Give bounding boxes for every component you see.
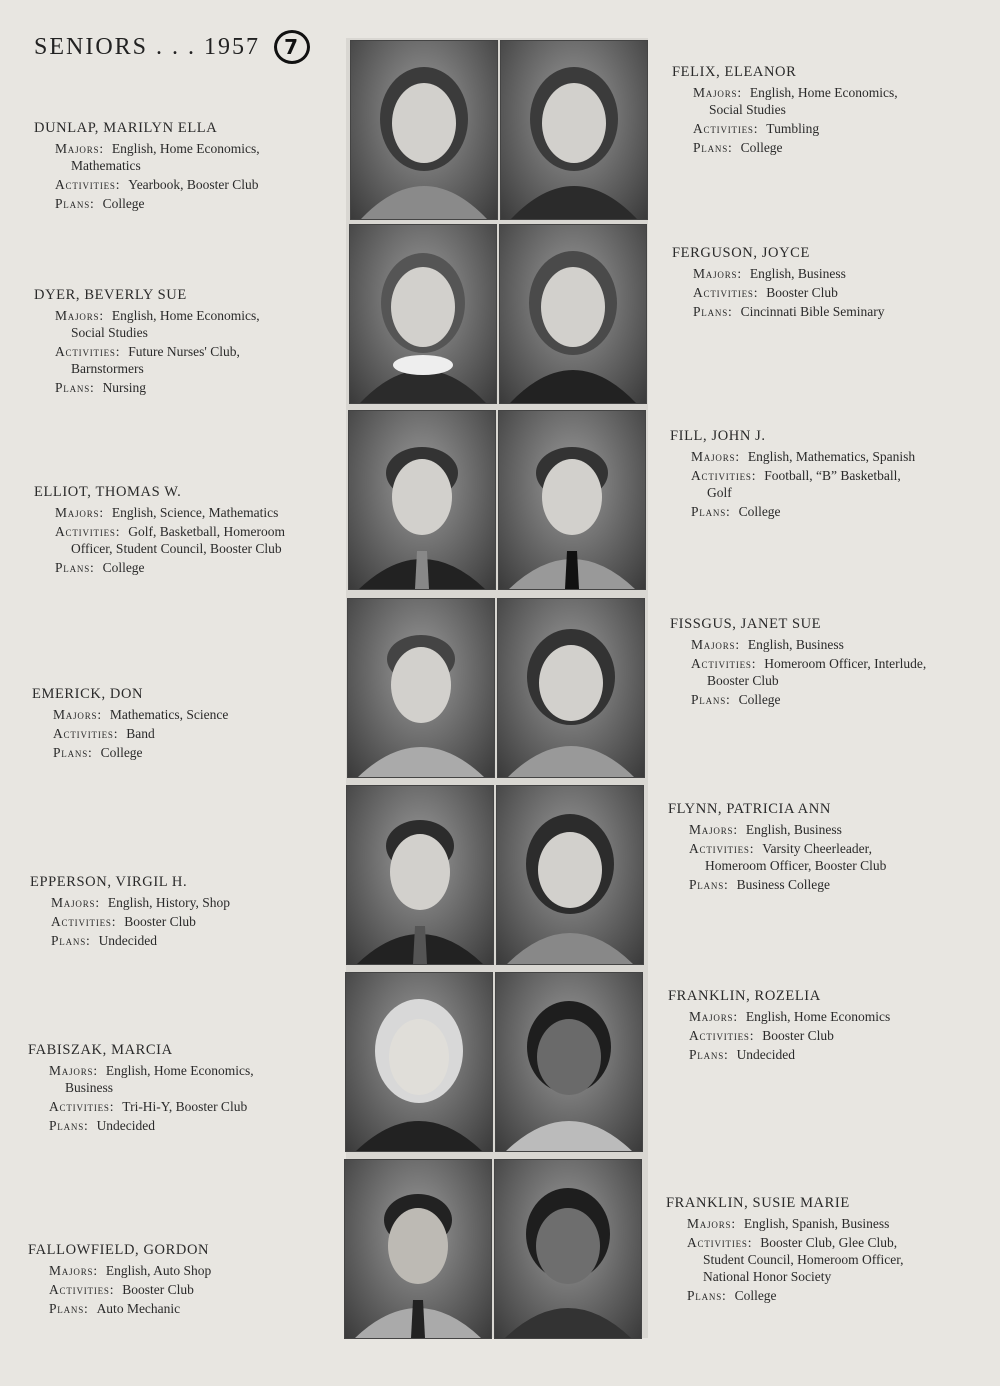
- majors-value: English, Home Economics,: [105, 1063, 254, 1078]
- activities-value-cont: Homeroom Officer, Booster Club: [705, 858, 887, 873]
- majors-label: Majors:: [689, 822, 738, 837]
- portrait-photo: [347, 598, 495, 778]
- majors-value-cont: Social Studies: [709, 102, 786, 117]
- left-entry-5: [30, 874, 230, 951]
- plans-label: Plans:: [687, 1288, 727, 1303]
- student-name: FABISZAK, MARCIA: [28, 1042, 173, 1058]
- majors-value: Mathematics, Science: [109, 707, 229, 722]
- left-entry-2: [34, 287, 260, 398]
- right-entry-7: [666, 1195, 904, 1306]
- activities-value: Booster Club: [766, 285, 838, 300]
- majors-value: English, Home Economics,: [111, 141, 260, 156]
- page-title-text: SENIORS . . . 1957: [34, 33, 261, 60]
- plans-value: Undecided: [736, 1047, 796, 1062]
- majors-value-cont: Business: [65, 1080, 114, 1095]
- activities-label: Activities:: [691, 468, 757, 483]
- majors-value: English, Science, Mathematics: [111, 505, 279, 520]
- left-entry-6: [28, 1042, 254, 1136]
- student-name: DYER, BEVERLY SUE: [34, 287, 187, 303]
- activities-label: Activities:: [691, 656, 757, 671]
- activities-label: Activities:: [49, 1282, 115, 1297]
- portrait-photo: [494, 1159, 642, 1339]
- student-name: EMERICK, DON: [32, 686, 144, 702]
- activities-value: Band: [126, 726, 155, 741]
- majors-value: English, History, Shop: [107, 895, 231, 910]
- activities-label: Activities:: [689, 1028, 755, 1043]
- portrait-photo: [349, 224, 497, 404]
- activities-label: Activities:: [687, 1235, 753, 1250]
- activities-value: Golf, Basketball, Homeroom: [128, 524, 286, 539]
- activities-value: Yearbook, Booster Club: [128, 177, 259, 192]
- plans-value: Cincinnati Bible Seminary: [740, 304, 885, 319]
- right-entry-4: [670, 616, 926, 710]
- student-name: FISSGUS, JANET SUE: [670, 616, 822, 632]
- activities-label: Activities:: [693, 121, 759, 136]
- student-name: FELIX, ELEANOR: [672, 64, 797, 80]
- portrait-photo: [499, 224, 647, 404]
- activities-value: Homeroom Officer, Interlude,: [764, 656, 927, 671]
- portrait-photo: [345, 972, 493, 1152]
- plans-label: Plans:: [55, 380, 95, 395]
- plans-value: Nursing: [102, 380, 147, 395]
- activities-value-cont: Student Council, Homeroom Officer,: [703, 1252, 904, 1267]
- majors-value: English, Business: [745, 822, 842, 837]
- right-entry-5: [668, 801, 886, 895]
- activities-label: Activities:: [53, 726, 119, 741]
- portrait-photo: [350, 40, 498, 220]
- student-name: FERGUSON, JOYCE: [672, 245, 810, 261]
- activities-value-cont: Barnstormers: [71, 361, 144, 376]
- plans-label: Plans:: [53, 745, 93, 760]
- portrait-photo: [497, 598, 645, 778]
- activities-label: Activities:: [55, 177, 121, 192]
- activities-label: Activities:: [689, 841, 755, 856]
- plans-label: Plans:: [55, 560, 95, 575]
- activities-value-cont: National Honor Society: [703, 1269, 832, 1284]
- student-name: FRANKLIN, ROZELIA: [668, 988, 821, 1004]
- majors-label: Majors:: [49, 1063, 98, 1078]
- left-entry-7: [28, 1242, 211, 1319]
- majors-label: Majors:: [691, 449, 740, 464]
- left-entry-4: [32, 686, 228, 763]
- portrait-photo: [498, 410, 646, 590]
- activities-label: Activities:: [55, 344, 121, 359]
- plans-label: Plans:: [49, 1118, 89, 1133]
- activities-value: Varsity Cheerleader,: [762, 841, 872, 856]
- plans-label: Plans:: [693, 304, 733, 319]
- plans-value: College: [740, 140, 783, 155]
- plans-label: Plans:: [691, 692, 731, 707]
- activities-label: Activities:: [49, 1099, 115, 1114]
- plans-value: College: [102, 560, 145, 575]
- activities-value: Booster Club: [762, 1028, 834, 1043]
- activities-value: Future Nurses' Club,: [128, 344, 240, 359]
- activities-value: Tri-Hi-Y, Booster Club: [122, 1099, 248, 1114]
- activities-value: Booster Club, Glee Club,: [760, 1235, 898, 1250]
- plans-label: Plans:: [49, 1301, 89, 1316]
- portrait-photo: [344, 1159, 492, 1339]
- majors-value: English, Auto Shop: [105, 1263, 212, 1278]
- activities-value: Tumbling: [766, 121, 820, 136]
- plans-value: Undecided: [98, 933, 158, 948]
- right-entry-6: [668, 988, 890, 1065]
- plans-value: College: [102, 196, 145, 211]
- majors-value-cont: Mathematics: [71, 158, 141, 173]
- majors-label: Majors:: [53, 707, 102, 722]
- student-name: FALLOWFIELD, GORDON: [28, 1242, 210, 1258]
- right-entry-3: [670, 428, 915, 522]
- plans-value: Business College: [736, 877, 830, 892]
- activities-value-cont: Golf: [707, 485, 732, 500]
- student-name: FLYNN, PATRICIA ANN: [668, 801, 831, 817]
- activities-value: Football, “B” Basketball,: [764, 468, 901, 483]
- majors-value: English, Business: [749, 266, 846, 281]
- right-entry-2: [672, 245, 885, 322]
- majors-value: English, Home Economics,: [749, 85, 898, 100]
- activities-label: Activities:: [693, 285, 759, 300]
- majors-label: Majors:: [55, 308, 104, 323]
- activities-value: Booster Club: [124, 914, 196, 929]
- plans-label: Plans:: [55, 196, 95, 211]
- plans-value: College: [734, 1288, 777, 1303]
- majors-label: Majors:: [55, 141, 104, 156]
- majors-value: English, Business: [747, 637, 844, 652]
- activities-label: Activities:: [55, 524, 121, 539]
- majors-label: Majors:: [693, 266, 742, 281]
- activities-value-cont: Officer, Student Council, Booster Club: [71, 541, 282, 556]
- plans-label: Plans:: [51, 933, 91, 948]
- majors-label: Majors:: [687, 1216, 736, 1231]
- plans-value: College: [100, 745, 143, 760]
- plans-label: Plans:: [693, 140, 733, 155]
- portrait-photo: [500, 40, 648, 220]
- activities-label: Activities:: [51, 914, 117, 929]
- majors-label: Majors:: [55, 505, 104, 520]
- student-name: ELLIOT, THOMAS W.: [34, 484, 182, 500]
- student-name: EPPERSON, VIRGIL H.: [30, 874, 188, 890]
- left-entry-3: [34, 484, 285, 578]
- plans-label: Plans:: [689, 877, 729, 892]
- plans-value: Undecided: [96, 1118, 156, 1133]
- student-name: FILL, JOHN J.: [670, 428, 766, 444]
- majors-value: English, Home Economics: [745, 1009, 891, 1024]
- plans-value: College: [738, 504, 781, 519]
- majors-label: Majors:: [691, 637, 740, 652]
- portrait-photo: [346, 785, 494, 965]
- portrait-photo: [495, 972, 643, 1152]
- majors-value: English, Home Economics,: [111, 308, 260, 323]
- majors-label: Majors:: [693, 85, 742, 100]
- majors-value-cont: Social Studies: [71, 325, 148, 340]
- majors-label: Majors:: [49, 1263, 98, 1278]
- student-name: DUNLAP, MARILYN ELLA: [34, 120, 218, 136]
- activities-value-cont: Booster Club: [707, 673, 779, 688]
- plans-label: Plans:: [691, 504, 731, 519]
- portrait-photo: [496, 785, 644, 965]
- left-entry-1: [34, 120, 260, 214]
- plans-label: Plans:: [689, 1047, 729, 1062]
- majors-value: English, Mathematics, Spanish: [747, 449, 916, 464]
- student-name: FRANKLIN, SUSIE MARIE: [666, 1195, 850, 1211]
- activities-value: Booster Club: [122, 1282, 194, 1297]
- right-entry-1: [672, 64, 898, 158]
- plans-value: College: [738, 692, 781, 707]
- majors-label: Majors:: [51, 895, 100, 910]
- page-number-circle: 7: [274, 30, 310, 64]
- majors-value: English, Spanish, Business: [743, 1216, 890, 1231]
- page-title: [34, 30, 310, 64]
- plans-value: Auto Mechanic: [96, 1301, 181, 1316]
- portrait-photo: [348, 410, 496, 590]
- majors-label: Majors:: [689, 1009, 738, 1024]
